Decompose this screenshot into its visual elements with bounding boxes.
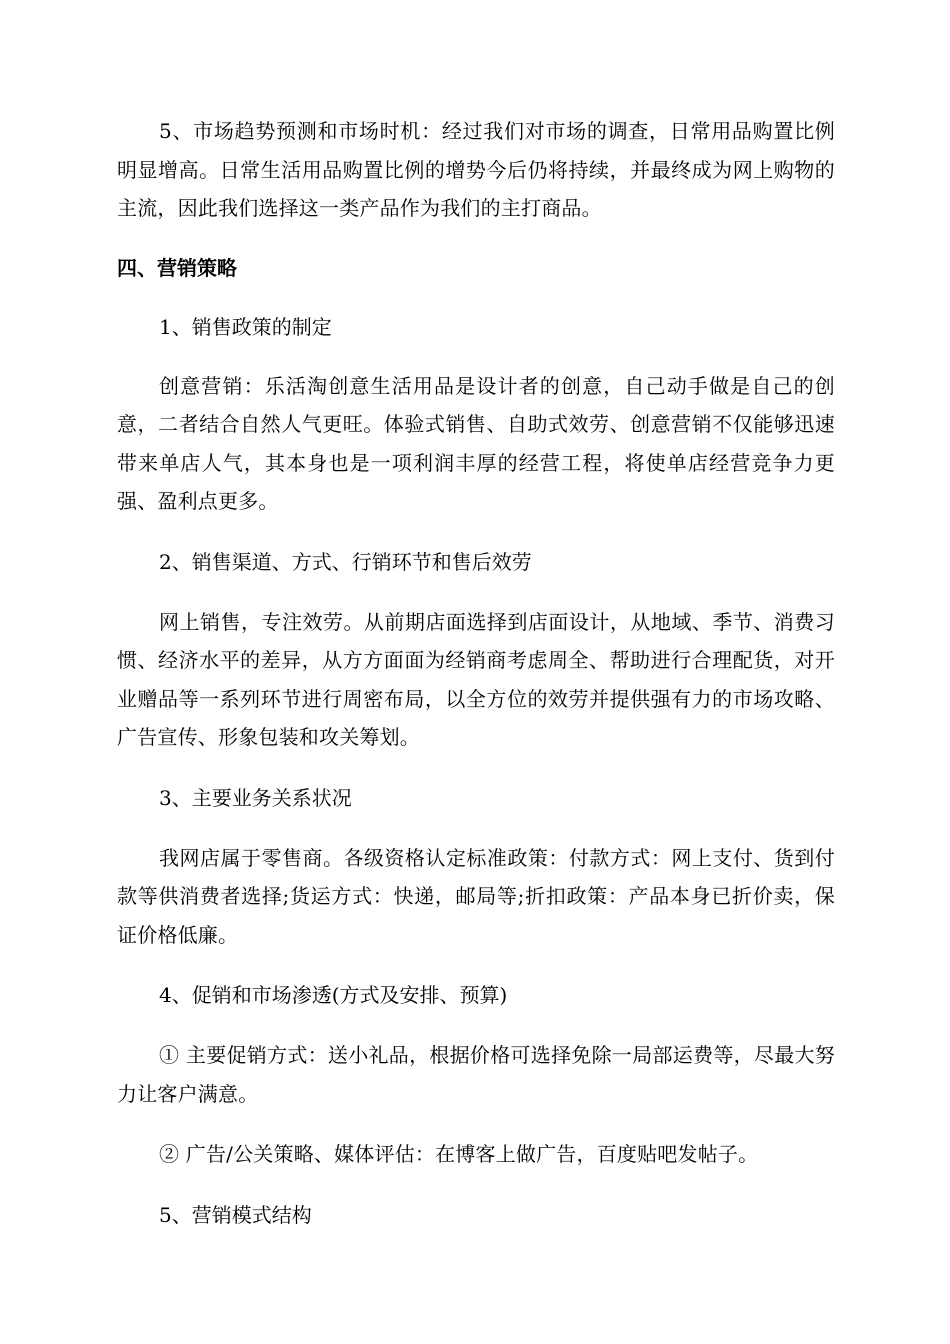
paragraph-creative-marketing: 创意营销：乐活淘创意生活用品是设计者的创意，自己动手做是自己的创意，二者结合自然人气更旺。体验式销售、自助式效劳、创意营销不仅能够迅速带来单店人气，其本身也是一项利润丰厚的经营工程，将使单店经营竞争力更强、盈利点更多。 xyxy=(117,373,835,513)
subheading-promotion: 4、促销和市场渗透(方式及安排、预算) xyxy=(159,983,508,1007)
paragraph-retailer: 我网店属于零售商。各级资格认定标准政策：付款方式：网上支付、货到付款等供消费者选择;货运方式：快递，邮局等;折扣政策：产品本身已折价卖，保证价格低廉。 xyxy=(117,845,835,947)
subheading-marketing-model: 5、营销模式结构 xyxy=(159,1202,312,1227)
section-heading-marketing-strategy: 四、营销策略 xyxy=(117,255,237,280)
subheading-sales-channels: 2、销售渠道、方式、行销环节和售后效劳 xyxy=(159,549,532,574)
paragraph-online-sales: 网上销售，专注效劳。从前期店面选择到店面设计，从地域、季节、消费习惯、经济水平的差异，从方方面面为经销商考虑周全、帮助进行合理配货，对开业赠品等一系列环节进行周密布局，以全方位的效劳并提供强有力的市场攻略、广告宣传、形象包装和攻关筹划。 xyxy=(117,609,835,749)
paragraph-promotion-method: ① 主要促销方式：送小礼品，根据价格可选择免除一局部运费等，尽最大努力让客户满意。 xyxy=(117,1043,835,1106)
document-page xyxy=(117,112,835,1234)
subheading-business-relations: 3、主要业务关系状况 xyxy=(159,785,352,810)
paragraph-market-trend: 5、市场趋势预测和市场时机：经过我们对市场的调查，日常用品购置比例明显增高。日常生活用品购置比例的增势今后仍将持续，并最终成为网上购物的主流，因此我们选择这一类产品作为我们的主打商品。 xyxy=(117,119,835,220)
paragraph-advertising-strategy: ② 广告/公关策略、媒体评估：在博客上做广告，百度贴吧发帖子。 xyxy=(159,1142,759,1166)
subheading-sales-policy: 1、销售政策的制定 xyxy=(159,314,332,339)
